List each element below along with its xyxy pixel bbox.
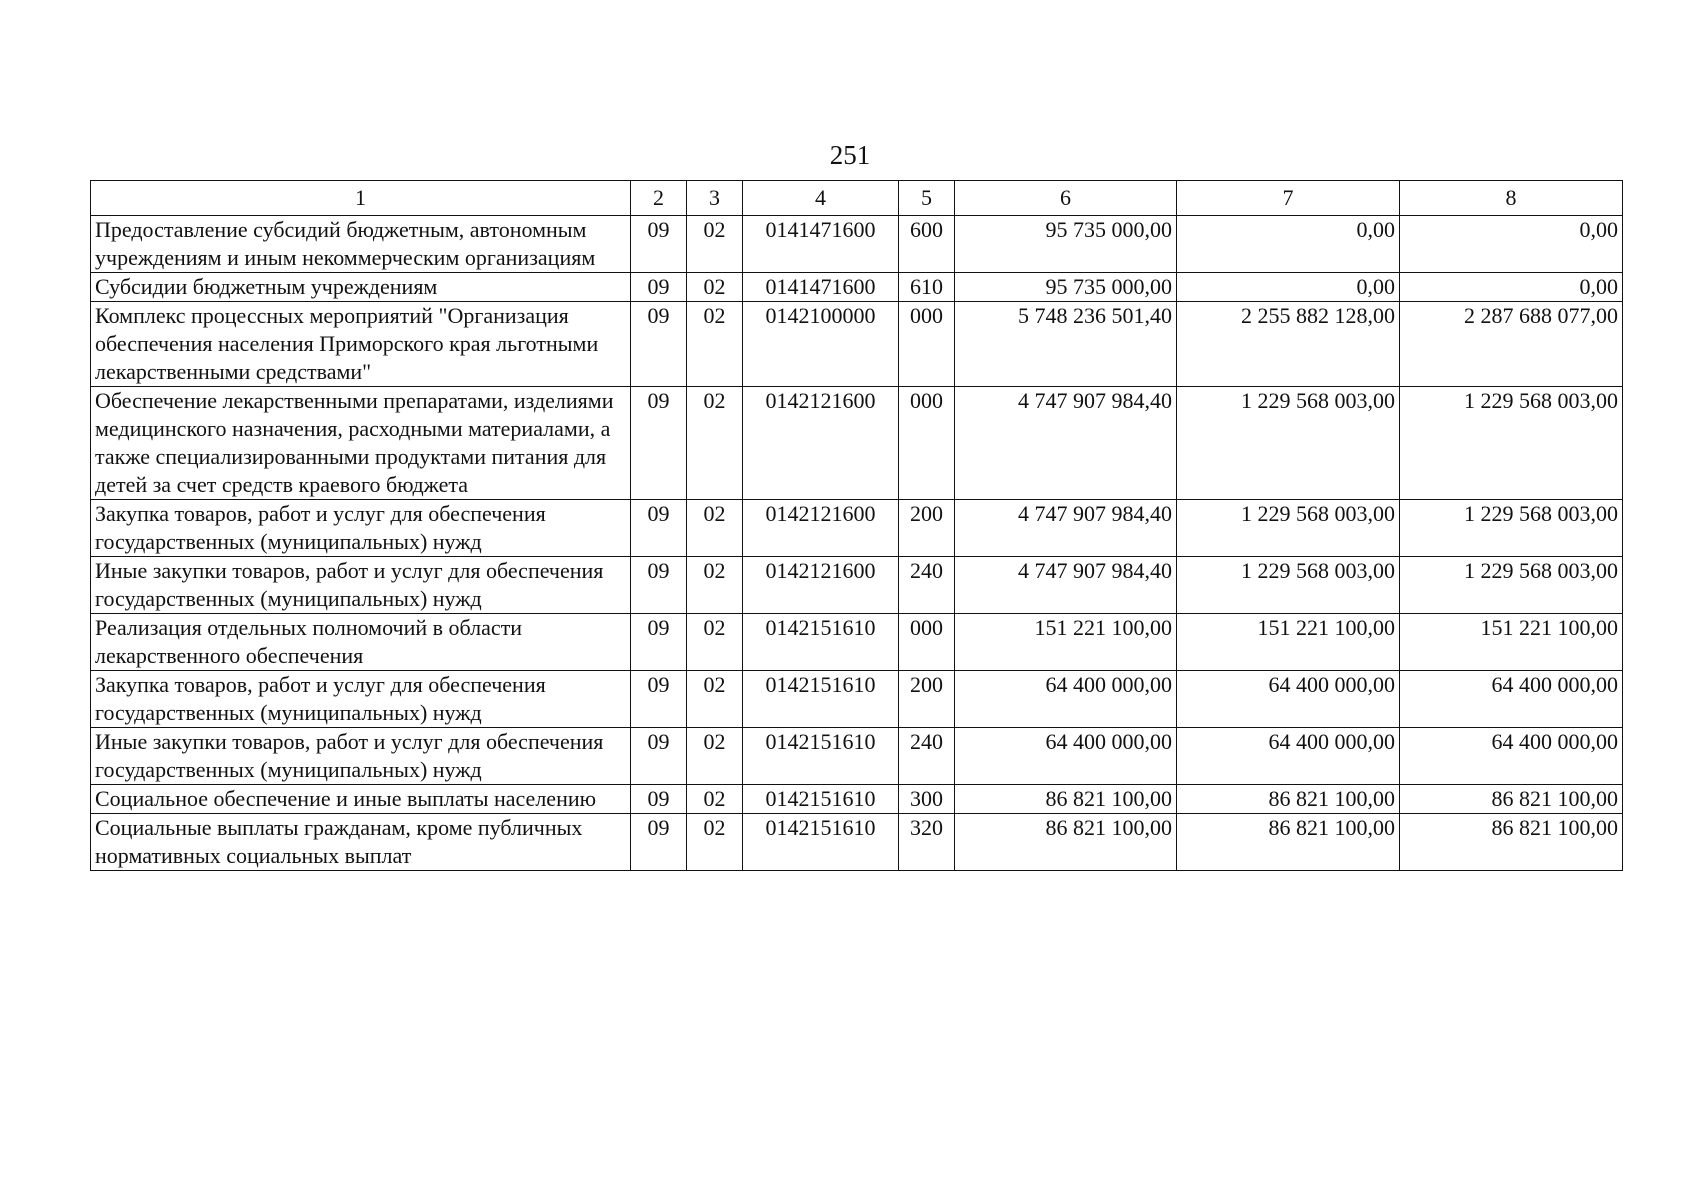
section-code: 09 — [631, 387, 687, 500]
target-article-code: 0141471600 — [743, 216, 899, 273]
expense-type-code: 200 — [899, 671, 955, 728]
amount-col6: 64 400 000,00 — [955, 671, 1177, 728]
amount-col6: 5 748 236 501,40 — [955, 302, 1177, 387]
section-code: 09 — [631, 785, 687, 814]
page-number: 251 — [829, 140, 871, 170]
amount-col6: 95 735 000,00 — [955, 273, 1177, 302]
table-row — [91, 500, 1623, 557]
expense-type-code: 000 — [899, 387, 955, 500]
table-row — [91, 557, 1623, 614]
row-name: Обеспечение лекарственными препаратами, изделиями медицинского назначения, расходными материалами, а также специализированными продуктами питания для детей за счет средств краевого бюджета — [91, 387, 631, 500]
row-name: Социальные выплаты гражданам, кроме публичных нормативных социальных выплат — [91, 814, 631, 871]
amount-col8: 1 229 568 003,00 — [1400, 557, 1623, 614]
row-name: Иные закупки товаров, работ и услуг для обеспечения государственных (муниципальных) нужд — [91, 557, 631, 614]
column-header-6: 6 — [955, 181, 1177, 216]
subsection-code: 02 — [687, 500, 743, 557]
row-name: Комплекс процессных мероприятий "Организация обеспечения населения Приморского края льготными лекарственными средствами" — [91, 302, 631, 387]
amount-col7: 86 821 100,00 — [1177, 785, 1400, 814]
section-code: 09 — [631, 273, 687, 302]
target-article-code: 0142100000 — [743, 302, 899, 387]
amount-col7: 1 229 568 003,00 — [1177, 500, 1400, 557]
row-name: Предоставление субсидий бюджетным, автономным учреждениям и иным некоммерческим организациям — [91, 216, 631, 273]
amount-col7: 64 400 000,00 — [1177, 671, 1400, 728]
expense-type-code: 600 — [899, 216, 955, 273]
column-header-1: 1 — [91, 181, 631, 216]
amount-col7: 1 229 568 003,00 — [1177, 557, 1400, 614]
table-row — [91, 728, 1623, 785]
target-article-code: 0142121600 — [743, 557, 899, 614]
target-article-code: 0142151610 — [743, 814, 899, 871]
expense-type-code: 240 — [899, 557, 955, 614]
amount-col8: 64 400 000,00 — [1400, 728, 1623, 785]
amount-col6: 151 221 100,00 — [955, 614, 1177, 671]
table-row — [91, 814, 1623, 871]
column-header-3: 3 — [687, 181, 743, 216]
amount-col8: 86 821 100,00 — [1400, 814, 1623, 871]
column-header-7: 7 — [1177, 181, 1400, 216]
expense-type-code: 000 — [899, 614, 955, 671]
expense-type-code: 300 — [899, 785, 955, 814]
table-row — [91, 671, 1623, 728]
expense-type-code: 240 — [899, 728, 955, 785]
amount-col7: 2 255 882 128,00 — [1177, 302, 1400, 387]
amount-col7: 64 400 000,00 — [1177, 728, 1400, 785]
amount-col8: 2 287 688 077,00 — [1400, 302, 1623, 387]
subsection-code: 02 — [687, 728, 743, 785]
target-article-code: 0142151610 — [743, 785, 899, 814]
amount-col6: 4 747 907 984,40 — [955, 387, 1177, 500]
table-row — [91, 387, 1623, 500]
row-name: Закупка товаров, работ и услуг для обеспечения государственных (муниципальных) нужд — [91, 671, 631, 728]
target-article-code: 0142121600 — [743, 387, 899, 500]
amount-col8: 86 821 100,00 — [1400, 785, 1623, 814]
amount-col8: 151 221 100,00 — [1400, 614, 1623, 671]
subsection-code: 02 — [687, 302, 743, 387]
amount-col8: 1 229 568 003,00 — [1400, 500, 1623, 557]
target-article-code: 0142151610 — [743, 728, 899, 785]
amount-col7: 0,00 — [1177, 216, 1400, 273]
row-name: Иные закупки товаров, работ и услуг для обеспечения государственных (муниципальных) нужд — [91, 728, 631, 785]
section-code: 09 — [631, 302, 687, 387]
section-code: 09 — [631, 614, 687, 671]
section-code: 09 — [631, 216, 687, 273]
expense-type-code: 000 — [899, 302, 955, 387]
table-row — [91, 273, 1623, 302]
amount-col7: 1 229 568 003,00 — [1177, 387, 1400, 500]
subsection-code: 02 — [687, 785, 743, 814]
amount-col8: 64 400 000,00 — [1400, 671, 1623, 728]
amount-col6: 4 747 907 984,40 — [955, 557, 1177, 614]
subsection-code: 02 — [687, 216, 743, 273]
target-article-code: 0142151610 — [743, 614, 899, 671]
table-row — [91, 785, 1623, 814]
amount-col6: 86 821 100,00 — [955, 814, 1177, 871]
section-code: 09 — [631, 500, 687, 557]
row-name: Социальное обеспечение и иные выплаты населению — [91, 785, 631, 814]
expense-type-code: 200 — [899, 500, 955, 557]
expense-type-code: 610 — [899, 273, 955, 302]
table-row — [91, 216, 1623, 273]
table-row — [91, 302, 1623, 387]
column-header-4: 4 — [743, 181, 899, 216]
column-header-2: 2 — [631, 181, 687, 216]
table-header-row — [91, 181, 1623, 216]
subsection-code: 02 — [687, 814, 743, 871]
subsection-code: 02 — [687, 557, 743, 614]
column-header-8: 8 — [1400, 181, 1623, 216]
amount-col6: 95 735 000,00 — [955, 216, 1177, 273]
expense-type-code: 320 — [899, 814, 955, 871]
row-name: Субсидии бюджетным учреждениям — [91, 273, 631, 302]
budget-table — [90, 180, 1623, 871]
section-code: 09 — [631, 671, 687, 728]
amount-col6: 64 400 000,00 — [955, 728, 1177, 785]
row-name: Реализация отдельных полномочий в области лекарственного обеспечения — [91, 614, 631, 671]
target-article-code: 0142151610 — [743, 671, 899, 728]
section-code: 09 — [631, 557, 687, 614]
target-article-code: 0142121600 — [743, 500, 899, 557]
section-code: 09 — [631, 814, 687, 871]
amount-col7: 86 821 100,00 — [1177, 814, 1400, 871]
subsection-code: 02 — [687, 671, 743, 728]
target-article-code: 0141471600 — [743, 273, 899, 302]
amount-col6: 86 821 100,00 — [955, 785, 1177, 814]
subsection-code: 02 — [687, 387, 743, 500]
amount-col6: 4 747 907 984,40 — [955, 500, 1177, 557]
amount-col8: 0,00 — [1400, 216, 1623, 273]
amount-col7: 151 221 100,00 — [1177, 614, 1400, 671]
subsection-code: 02 — [687, 614, 743, 671]
subsection-code: 02 — [687, 273, 743, 302]
amount-col8: 1 229 568 003,00 — [1400, 387, 1623, 500]
row-name: Закупка товаров, работ и услуг для обеспечения государственных (муниципальных) нужд — [91, 500, 631, 557]
section-code: 09 — [631, 728, 687, 785]
amount-col7: 0,00 — [1177, 273, 1400, 302]
table-row — [91, 614, 1623, 671]
amount-col8: 0,00 — [1400, 273, 1623, 302]
column-header-5: 5 — [899, 181, 955, 216]
